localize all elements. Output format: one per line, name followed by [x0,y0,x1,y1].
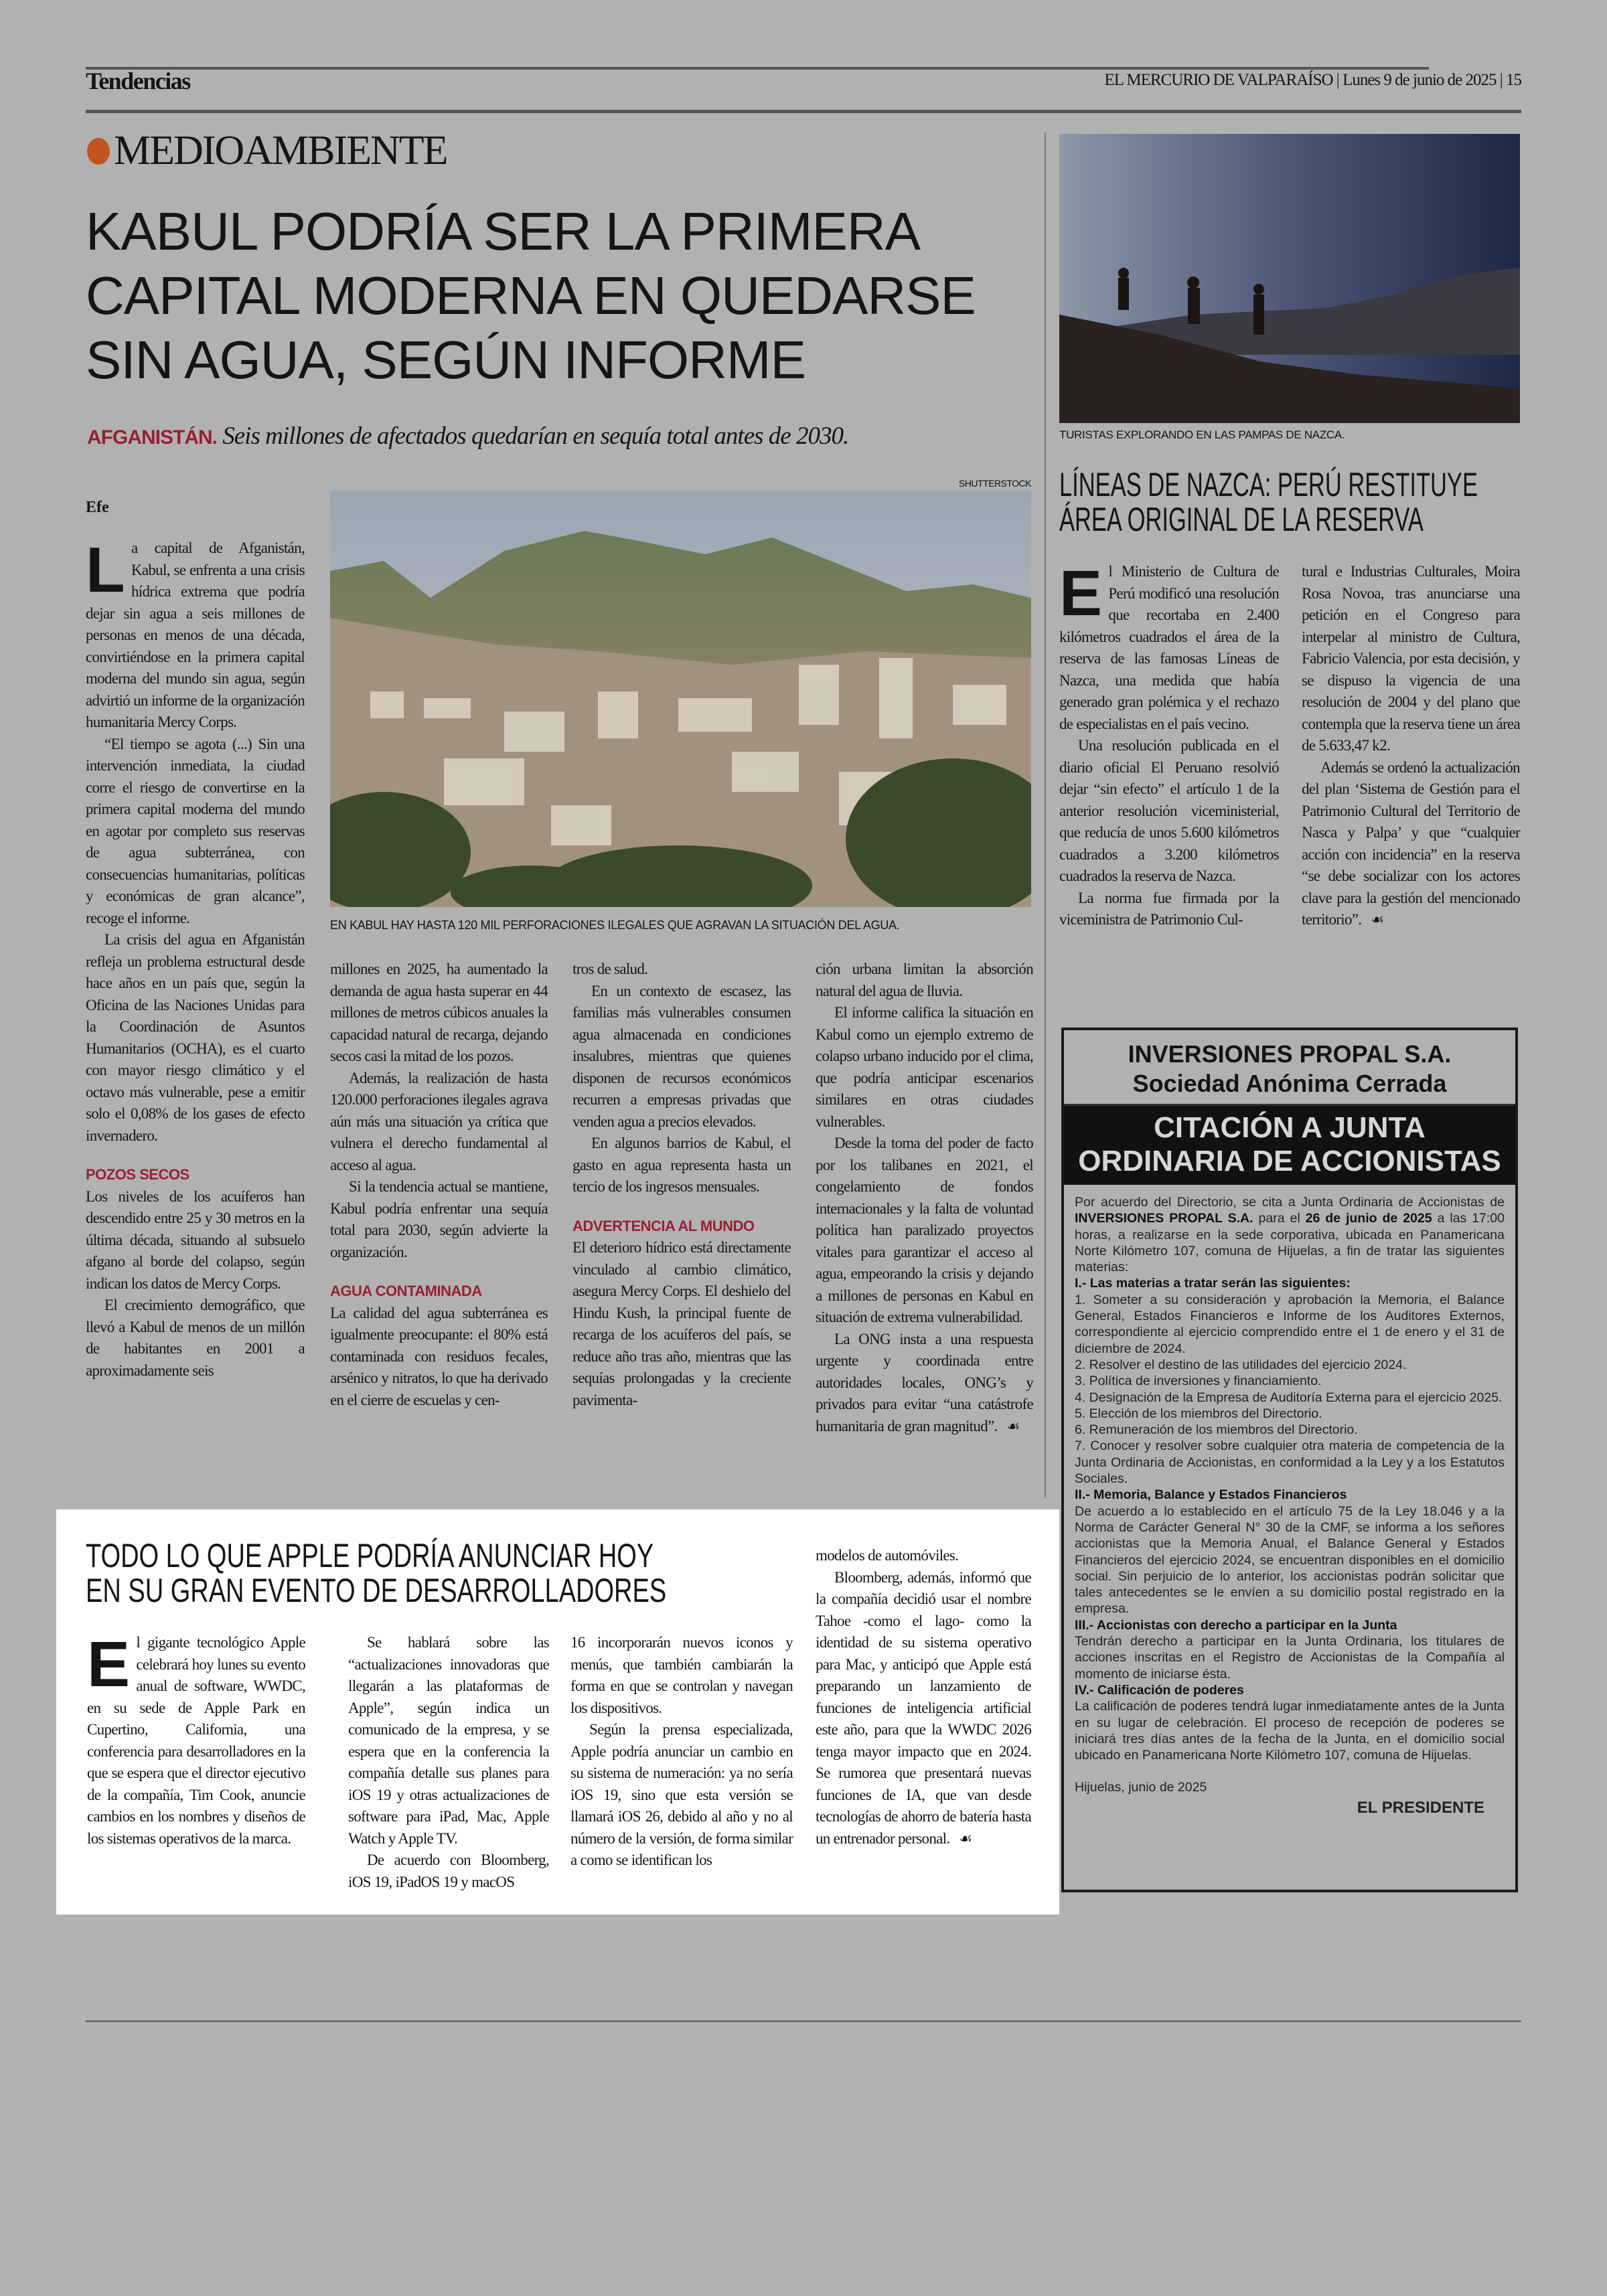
paragraph [330,959,548,1068]
paragraph [348,1850,549,1893]
paragraph [816,1133,1033,1329]
paragraph-text: Los niveles de los acuíferos han descendido entre 25 y 30 metros en la última década, situando al subsuelo afgano al borde del colapso, según indican los datos de Mercy Corps. [86,1187,305,1292]
paragraph [1059,888,1279,931]
paragraph [816,1002,1033,1133]
paragraph-text: Una resolución publicada en el diario oficial El Peruano resolvió dejar “sin efecto” el artículo 1 de la anterior resolución viceministerial, que reducía de unos 5.600 kilómetros cuadrados a 3.200 kilómetros cuadrados la reserva de Nazca. [1059,737,1279,884]
kabul-column-4 [816,959,1033,1437]
kicker-dot-icon [87,138,110,165]
paragraph-text: Desde la toma del poder de facto por los talibanes en 2021, el congelamiento de fondos internacionales y la falta de voluntad política han paralizado proyectos vitales para garantizar el acceso al agua, empeorando la crisis y dejando a millones de personas en Kabul en situación de extrema vulnerabilidad. [816,1135,1033,1325]
notice-title [1064,1106,1515,1185]
headline-line: SIN AGUA, SEGÚN INFORME [86,330,806,390]
paragraph-text: Bloomberg, además, informó que la compañía decidió usar el nombre Tahoe -como el lago- como la identidad de su sistema operativo para Mac, y anticipó que Apple está preparando un lanzamiento de funciones de inteligencia artificial este año, para que la WWDC 2026 tenga mayor impacto que en 2024. Se rumorea que presentará nuevas funciones de IA, que van desde tecnologías de ahorro de batería hasta un entrenador personal. [816,1568,1031,1847]
end-of-article-icon: ☙ [959,1829,972,1847]
subsection-heading: POZOS SECOS [86,1166,189,1183]
kicker [87,127,447,175]
subsection-heading: AGUA CONTAMINADA [330,1283,482,1299]
kabul-column-1 [86,534,305,1382]
apple-headline [86,1538,666,1608]
notice-section-title: II.- Memoria, Balance y Estados Financieros [1075,1487,1347,1503]
paragraph [1302,757,1520,931]
apple-column-3 [570,1632,793,1872]
notice-item: 7. Conocer y resolver sobre cualquier otra materia de competencia de la Junta Ordinaria de Accionistas, en conformidad a la Ley y a los Estatutos Sociales. [1075,1439,1505,1487]
paragraph-text: ción urbana limitan la absorción natural del agua de lluvia. [816,961,1033,999]
paragraph [816,1329,1033,1438]
kabul-photo-caption: EN KABUL HAY HASTA 120 MIL PERFORACIONES ILEGALES QUE AGRAVAN LA SITUACIÓN DEL AGUA. [330,918,900,932]
paragraph [1059,735,1279,888]
apple-column-2 [348,1632,549,1893]
notice-section-heading [1075,1682,1505,1698]
notice-header [1064,1030,1515,1106]
paragraph-text: El deterioro hídrico está directamente vinculado al cambio climático, asegura Mercy Corps. El deshielo del Hindu Kush, la principal fuente de recarga de los acuíferos del país, se reduce año tras año, mientras que las sequías prolongadas y la creciente pavimenta- [572,1239,791,1408]
notice-signature [1075,1779,1505,1795]
paragraph-text: De acuerdo con Bloomberg, iOS 19, iPadOS 19 y macOS [348,1852,549,1890]
notice-section-title: III.- Accionistas con derecho a participar en la Junta [1075,1617,1397,1633]
notice-place-date: Hijuelas, junio de 2025 [1075,1780,1207,1795]
top-rule [86,67,1429,70]
subhead-text: Seis millones de afectados quedarían en sequía total antes de 2030. [222,422,849,450]
paragraph [1302,561,1520,757]
nazca-photo [1059,134,1520,423]
notice-item: 1. Someter a su consideración y aprobación la Memoria, el Balance General, Estados Financieros e Informe de los Auditores Externos, correspondiente al ejercicio comprendido entre el 1 de enero y el 31 de diciembre de 2024. [1075,1292,1505,1356]
notice-body [1064,1185,1515,1816]
paragraph-text: El informe califica la situación en Kabul como un ejemplo extremo de colapso urbano inducido por el clima, que podría anticipar escenarios similares en otras ciudades vulnerables. [816,1004,1033,1130]
paragraph [86,534,305,734]
paragraph-text: modelos de automóviles. [816,1547,959,1564]
footer-rule [86,2020,1521,2022]
paragraph-text: Se hablará sobre las “actualizaciones innovadoras que llegarán a las plataformas de Apple”, según indica un comunicado de la empresa, y se espera que en la conferencia la compañía detalle sus planes para iOS 19 y otras actualizaciones de software para iPad, Mac, Apple Watch y Apple TV. [348,1634,549,1847]
end-of-article-icon: ☙ [1006,1417,1020,1434]
nazca-column-2 [1302,561,1520,931]
notice-title-line: ORDINARIA DE ACCIONISTAS [1078,1145,1501,1177]
kabul-subhead [87,422,848,450]
headline-line: TODO LO QUE APPLE PODRÍA ANUNCIAR HOY [86,1537,654,1574]
drop-cap: E [1059,558,1102,629]
notice-section-heading [1075,1487,1505,1503]
notice-section-heading [1075,1275,1505,1291]
paragraph [87,1629,305,1850]
headline-line: CAPITAL MODERNA EN QUEDARSE [86,266,976,325]
notice-title-line: CITACIÓN A JUNTA [1154,1111,1426,1144]
kabul-column-2 [330,959,548,1411]
paragraph [1059,558,1279,735]
intro-text: Por acuerdo del Directorio, se cita a Junta Ordinaria de Accionistas de [1075,1195,1505,1210]
paragraph-text: Además, la realización de hasta 120.000 perforaciones ilegales agrava aún más una situación ya crítica que vulnera el derecho fundamental al acceso al agua. [330,1069,548,1173]
nazca-column-1 [1059,558,1279,931]
paragraph-text: 16 incorporarán nuevos iconos y menús, que también cambiarán la forma en que se controlan y navegan los dispositivos. [570,1634,793,1716]
paragraph [330,1176,548,1263]
paragraph [570,1719,793,1872]
paragraph-text: millones en 2025, ha aumentado la demanda de agua hasta superar en 44 millones de metros cúbicos anuales la capacidad natural de recarga, dejando secos casi la mitad de los pozos. [330,961,548,1064]
notice-item: 2. Resolver el destino de las utilidades del ejercicio 2024. [1075,1357,1407,1372]
headline-line: EN SU GRAN EVENTO DE DESARROLLADORES [86,1572,667,1609]
paragraph [348,1632,549,1850]
paragraph-text: a capital de Afganistán, Kabul, se enfrenta a una crisis hídrica extrema que podría dejar sin agua a seis millones de personas en menos de una década, convirtiéndose en la primera capital moderna del mundo sin agua, según advirtió un informe de la organización humanitaria Mercy Corps. [86,540,305,730]
paragraph-text: Además se ordenó la actualización del plan ‘Sistema de Gestión para el Patrimonio Cultural del Territorio de Nasca y Palpa’ y que “cualquier acción con incidencia” en la reserva “se debe socializar con los actores clave para la gestión del mencionado territorio”. [1302,758,1520,928]
drop-cap: E [87,1629,130,1700]
intro-text: para el [1253,1211,1306,1226]
paragraph [330,1303,548,1412]
notice-signatory: EL PRESIDENTE [1357,1798,1484,1817]
paragraph [570,1632,793,1719]
notice-item: De acuerdo a lo establecido en el artículo 75 de la Ley 18.046 y a la Norma de Carácter General N° 30 de la CMF, se informa a los señores accionistas que la Memoria Anual, el Balance General y Estados Financieros del ejercicio 2024, se encuentran disponibles en el domicilio social. Sin perjuicio de lo anterior, los accionistas podrán solicitar que tales antecedentes se le envíen a su domicilio postal registrado en la empresa. [1075,1503,1505,1617]
notice-company-type: Sociedad Anónima Cerrada [1132,1070,1447,1097]
paragraph-text: La ONG insta a una respuesta urgente y coordinada entre autoridades locales, ONG’s y privados para evitar “una catástrofe humanitaria de gran magnitud”. [816,1330,1033,1434]
notice-item: 5. Elección de los miembros del Directorio. [1075,1406,1322,1421]
paragraph [572,959,791,981]
kabul-photo [330,491,1031,907]
headline-line: LÍNEAS DE NAZCA: PERÚ RESTITUYE [1059,466,1478,503]
paragraph-text: La crisis del agua en Afganistán refleja un problema estructural desde hace años en un país que, según la Oficina de las Naciones Unidas para la Coordinación de Asuntos Humanitarios (OCHA), es el cuarto con mayor riesgo climático y el octavo más vulnerable, pese a emitir solo el 0,08% de los gases de efecto invernadero. [86,931,305,1144]
paragraph [816,959,1033,1002]
notice-sections [1075,1275,1505,1763]
masthead: EL MERCURIO DE VALPARAÍSO | Lunes 9 de junio de 2025 | 15 [1104,71,1521,89]
notice-item: 3. Política de inversiones y financiamiento. [1075,1374,1322,1389]
paragraph-text: l gigante tecnológico Apple celebrará hoy lunes su evento anual de software, WWDC, en su sede de Apple Park en Cupertino, California, una conferencia para desarrolladores en la que se espera que el director ejecutivo de la compañía, Tim Cook, anuncie cambios en los nombres y diseños de los sistemas operativos de la marca. [87,1634,305,1847]
notice-section-title: IV.- Calificación de poderes [1075,1682,1244,1698]
kabul-column-3 [572,959,791,1411]
section-name: Tendencias [86,68,190,94]
nazca-photo-caption: TURISTAS EXPLORANDO EN LAS PAMPAS DE NAZCA. [1059,428,1345,441]
headline-line: KABUL PODRÍA SER LA PRIMERA [86,201,921,261]
end-of-article-icon: ☙ [1371,911,1384,928]
subsection-heading: ADVERTENCIA AL MUNDO [572,1217,755,1234]
paragraph [816,1545,1031,1567]
paragraph-text: l Ministerio de Cultura de Perú modificó una resolución que recortaba en 2.400 kilómetros cuadrados el área de la reserva de las famosas Líneas de Nazca, una medida que había generado gran polémica y el rechazo de especialistas en el país vecino. [1059,563,1279,732]
paragraph [86,734,305,930]
paragraph-text: tural e Industrias Culturales, Moira Rosa Novoa, tras anunciarse una petición en el Congreso para interpelar al ministro de Cultura, Fabricio Valencia, por esta decisión, y se dispuso la vigencia de una resolución de 2004 y del plano que contempla que la reserva tiene un área de 5.633,47 k2. [1302,563,1520,754]
paragraph [572,981,791,1133]
apple-column-4 [816,1545,1031,1850]
paragraph-text: tros de salud. [572,961,648,977]
notice-item: 6. Remuneración de los miembros del Directorio. [1075,1422,1358,1438]
headline-line: ÁREA ORIGINAL DE LA RESERVA [1059,501,1424,538]
apple-column-1 [87,1629,305,1850]
intro-company: INVERSIONES PROPAL S.A. [1075,1211,1253,1226]
nazca-headline [1059,467,1478,537]
kicker-label: MEDIOAMBIENTE [114,128,447,173]
intro-date: 26 de junio de 2025 [1305,1211,1432,1226]
shareholders-meeting-notice [1061,1028,1518,1892]
notice-section-heading [1075,1617,1505,1633]
paragraph-text: El crecimiento demográfico, que llevó a Kabul de menos de un millón de habitantes en 2001 a aproximadamente seis [86,1297,305,1379]
paragraph [572,1237,791,1411]
notice-intro [1075,1194,1505,1275]
notice-item: Tendrán derecho a participar en la Junta Ordinaria, los titulares de acciones inscritas en el Registro de Accionistas de la Compañía al momento de iniciarse ésta. [1075,1634,1505,1682]
paragraph-text: La norma fue firmada por la viceministra de Patrimonio Cul- [1059,889,1279,928]
intro-text: a las 17:00 horas, a realizarse en la sede corporativa, ubicada en Panamericana Norte Kilómetro 107, comuna de Hijuelas, a fin de tratar las siguientes materias: [1075,1211,1505,1275]
paragraph [86,929,305,1147]
paragraph [86,1186,305,1295]
photo-credit: SHUTTERSTOCK [958,478,1031,489]
paragraph [572,1133,791,1198]
notice-item: La calificación de poderes tendrá lugar inmediatamente antes de la Junta en su lugar de celebración. El proceso de recepción de poderes se iniciará tres días antes de la fecha de la Junta, en el domicilio social ubicado en Panamericana Norte Kilómetro 107, comuna de Hijuelas. [1075,1699,1505,1763]
paragraph-text: En un contexto de escasez, las familias más vulnerables consumen agua almacenada en condiciones insalubres, mientras que quienes disponen de recursos económicos recurren a empresas privadas que venden agua a precios elevados. [572,982,791,1130]
byline: Efe [86,499,109,516]
kabul-headline [86,199,976,392]
subhead-label: AFGANISTÁN. [87,426,217,448]
header-rule [86,110,1521,113]
paragraph-text: “El tiempo se agota (...) Sin una intervención inmediata, la ciudad corre el riesgo de convertirse en la primera capital moderna del mundo en agotar por completo sus reservas de agua subterránea, con consecuencias humanitarias, políticas y económicas de gran alcance”, recoge el informe. [86,735,305,926]
paragraph-text: En algunos barrios de Kabul, el gasto en agua representa hasta un tercio de los ingresos mensuales. [572,1135,791,1195]
notice-section-title: I.- Las materias a tratar serán las siguientes: [1075,1276,1351,1291]
paragraph-text: Si la tendencia actual se mantiene, Kabul podría enfrentar una sequía total para 2030, según advierte la organización. [330,1178,548,1260]
paragraph-text: La calidad del agua subterránea es igualmente preocupante: el 80% está contaminada con residuos fecales, arsénico y nitratos, lo que ha derivado en el cierre de escuelas y cen- [330,1304,548,1408]
paragraph [86,1295,305,1382]
notice-company: INVERSIONES PROPAL S.A. [1128,1040,1452,1068]
paragraph-text: Según la prensa especializada, Apple podría anunciar un cambio en su sistema de numeración: ya no sería iOS 19, sino que esta versión se llamará iOS 26, debido al año y no al número de la versión, de forma similar a como se identifican los [570,1721,793,1868]
notice-item: 4. Designación de la Empresa de Auditoría Externa para el ejercicio 2025. [1075,1390,1503,1405]
paragraph [330,1068,548,1177]
column-divider [1045,133,1046,1498]
drop-cap: L [86,534,125,606]
paragraph [816,1567,1031,1850]
